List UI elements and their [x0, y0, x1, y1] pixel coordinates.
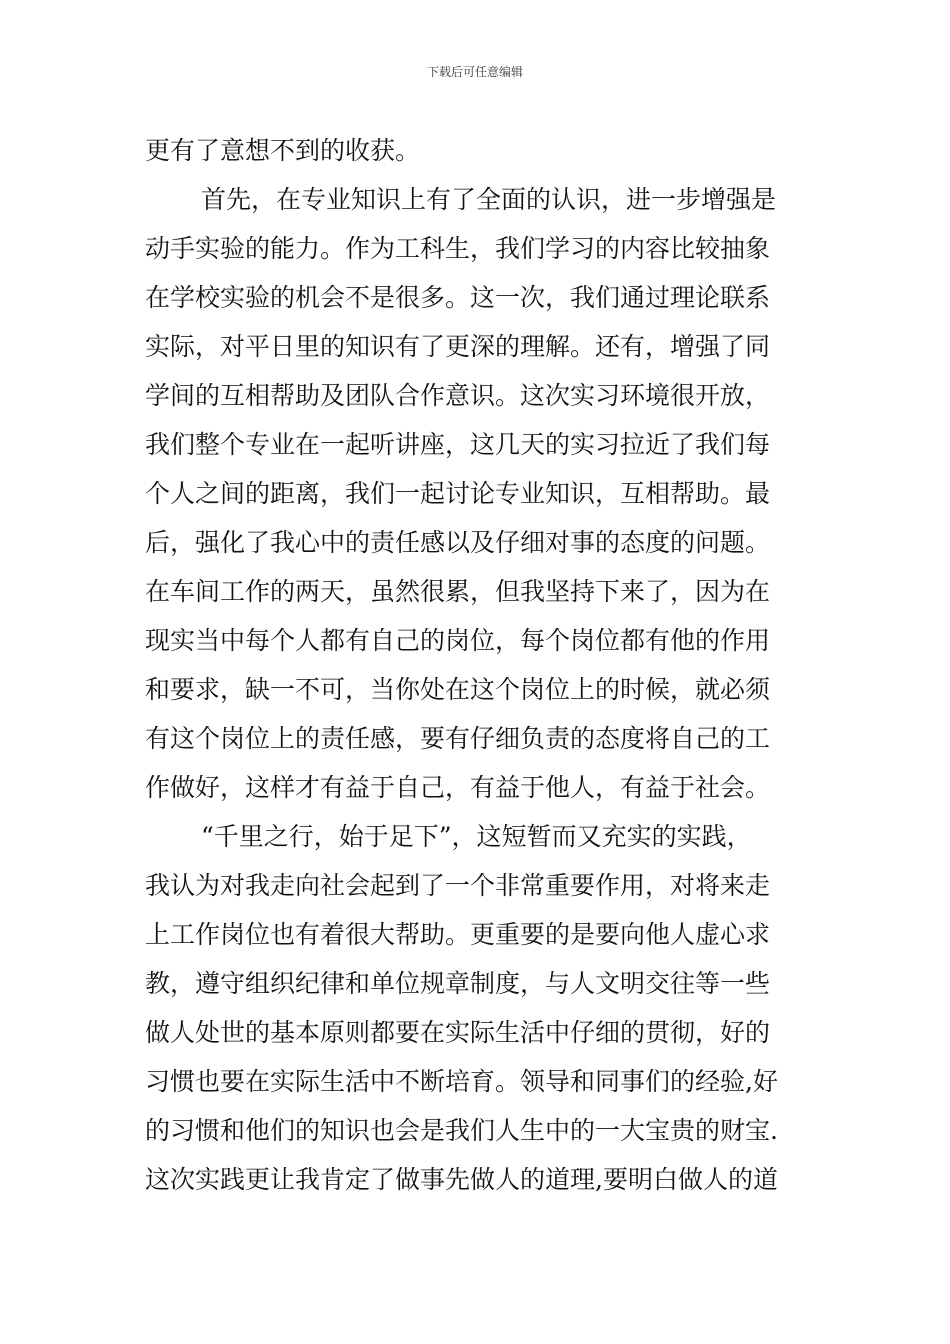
document-body — [145, 126, 815, 1204]
text-line: 在学校实验的机会不是很多。这一次，我们通过理论联系 — [145, 283, 771, 312]
text-line: 更有了意想不到的收获。 — [145, 136, 421, 165]
text-line: 的习惯和他们的知识也会是我们人生中的一大宝贵的财宝. — [145, 1116, 778, 1145]
text-line: 学间的互相帮助及团队合作意识。这次实习环境很开放， — [145, 381, 771, 410]
page-header: 下载后可任意编辑 — [426, 65, 523, 79]
text-line: 后，强化了我心中的责任感以及仔细对事的态度的问题。 — [145, 528, 771, 557]
text-line: 现实当中每个人都有自己的岗位，每个岗位都有他的作用 — [145, 626, 771, 655]
text-line: 个人之间的距离，我们一起讨论专业知识，互相帮助。最 — [145, 479, 771, 508]
text-line: “千里之行，始于足下”，这短暂而又充实的实践， — [201, 822, 752, 851]
text-line: 和要求，缺一不可，当你处在这个岗位上的时候，就必须 — [145, 675, 771, 704]
text-line: 这次实践更让我肯定了做事先做人的道理,要明白做人的道 — [145, 1165, 778, 1194]
text-line: 作做好，这样才有益于自己，有益于他人，有益于社会。 — [145, 773, 771, 802]
text-line: 动手实验的能力。作为工科生，我们学习的内容比较抽象 — [145, 234, 771, 263]
text-line: 我们整个专业在一起听讲座，这几天的实习拉近了我们每 — [145, 430, 771, 459]
text-line: 上工作岗位也有着很大帮助。更重要的是要向他人虚心求 — [145, 920, 771, 949]
text-line: 有这个岗位上的责任感，要有仔细负责的态度将自己的工 — [145, 724, 771, 753]
text-line: 我认为对我走向社会起到了一个非常重要作用，对将来走 — [145, 871, 771, 900]
text-line: 习惯也要在实际生活中不断培育。领导和同事们的经验,好 — [145, 1067, 778, 1096]
text-line: 实际，对平日里的知识有了更深的理解。还有，增强了同 — [145, 332, 771, 361]
text-line: 在车间工作的两天，虽然很累，但我坚持下来了，因为在 — [145, 577, 771, 606]
text-line: 做人处世的基本原则都要在实际生活中仔细的贯彻，好的 — [145, 1018, 771, 1047]
text-line: 首先，在专业知识上有了全面的认识，进一步增强是 — [201, 185, 777, 214]
text-line: 教，遵守组织纪律和单位规章制度，与人文明交往等一些 — [145, 969, 771, 998]
